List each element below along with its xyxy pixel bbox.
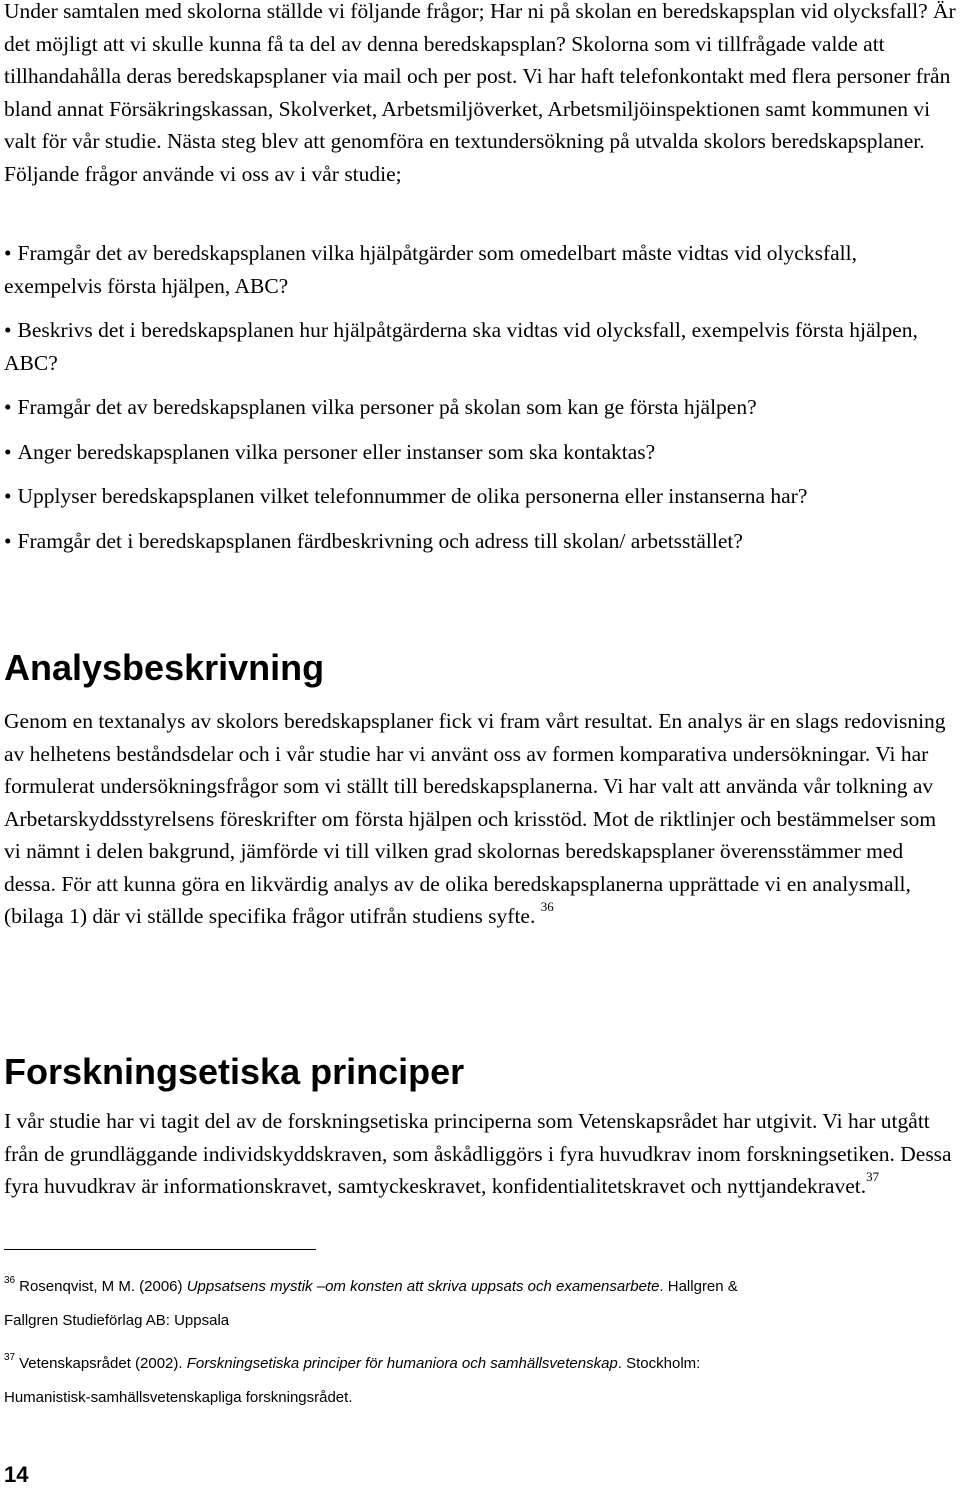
page-number: 14 xyxy=(4,1462,29,1487)
list-item: • Upplyser beredskapsplanen vilket telefonnummer de olika personerna eller instanserna har? xyxy=(4,484,808,508)
bullet-icon: • xyxy=(4,395,12,419)
bullet-icon: • xyxy=(4,484,12,508)
bullet-icon: • xyxy=(4,241,12,265)
list-item: • Framgår det i beredskapsplanen färdbeskrivning och adress till skolan/ arbetsstället? xyxy=(4,528,743,553)
question-list xyxy=(4,237,956,557)
intro-paragraph: Under samtalen med skolorna ställde vi följande frågor; Har ni på skolan en beredskapsplan vid olycksfall? Är det möjligt att vi skulle kunna få ta del av denna beredskapsplan? Skolorna som vi tillfrågade valde att tillhandahålla deras beredskapsplaner via mail och per post. Vi har haft telefonkontakt med flera personer från bland annat Försäkringskassan, Skolverket, Arbetsmiljöverket, Arbetsmiljöinspektionen samt kommunen vi valt för vår studie. Nästa steg blev att genomföra en textundersökning på utvalda skolors beredskapsplaner. Följande frågor använde vi oss av i vår studie; xyxy=(4,0,956,186)
footnote-ref-37[interactable]: 37 xyxy=(866,1169,880,1184)
ethics-paragraph: I vår studie har vi tagit del av de forskningsetiska principerna som Vetenskapsrådet har utgivit. Vi har utgått från de grundläggande individskyddskraven, som åskådliggörs i fyra huvudkrav inom forskningsetiken. Dessa fyra huvudkrav är informationskravet, samtyckeskravet, konfidentialitetskravet och nyttjandekravet.$^{37}$ xyxy=(4,1109,952,1198)
list-item: • Anger beredskapsplanen vilka personer eller instanser som ska kontaktas? xyxy=(4,439,656,464)
list-item: • Framgår det av beredskapsplanen vilka personer på skolan som kan ge första hjälpen? xyxy=(4,395,757,419)
bullet-icon: • xyxy=(4,439,12,464)
list-item: • Framgår det av beredskapsplanen vilka hjälpåtgärder som omedelbart måste vidtas vid olycksfall, exempelvis första hjälpen, ABC? xyxy=(4,241,857,298)
section-heading-forskningsetiska: Forskningsetiska principer xyxy=(4,1051,465,1092)
section-heading-analysbeskrivning: Analysbeskrivning xyxy=(4,647,325,688)
footnote-divider xyxy=(4,1249,316,1250)
footnote-ref-36[interactable]: 36 xyxy=(540,899,554,914)
footnote-37: $^{37}$ Vetenskapsrådet (2002). Forskningsetiska principer för humaniora och samhällsvetenskap. Stockholm: Humanistisk-samhällsvetenskapliga forskningsrådet. xyxy=(4,1352,701,1406)
footnote-36: $^{36}$ Rosenqvist, M M. (2006) Uppsatsens mystik –om konsten att skriva uppsats och examensarbete. Hallgren & Fallgren Studieförlag AB: Uppsala xyxy=(4,1275,738,1329)
list-item: • Beskrivs det i beredskapsplanen hur hjälpåtgärderna ska vidtas vid olycksfall, exempelvis första hjälpen, ABC? xyxy=(4,318,918,375)
analysis-paragraph: Genom en textanalys av skolors beredskapsplaner fick vi fram vårt resultat. En analys är en slags redovisning av helhetens beståndsdelar och i vår studie har vi använt oss av formen komparativa undersökningar. Vi har formulerat undersökningsfrågor som vi ställt till beredskapsplanerna. Vi har valt att använda vår tolkning av Arbetarskyddsstyrelsens föreskrifter om första hjälpen och krisstöd. Mot de riktlinjer och bestämmelser som vi nämnt i delen bakgrund, jämförde vi till vilken grad skolornas beredskapsplaner överensstämmer med dessa. För att kunna göra en likvärdig analys av de olika beredskapsplanerna upprättade vi en analysmall, (bilaga 1) där vi ställde specifika frågor utifrån studiens syfte. $^{36}$ xyxy=(4,709,946,928)
bullet-icon: • xyxy=(4,318,12,342)
bullet-icon: • xyxy=(4,528,12,553)
